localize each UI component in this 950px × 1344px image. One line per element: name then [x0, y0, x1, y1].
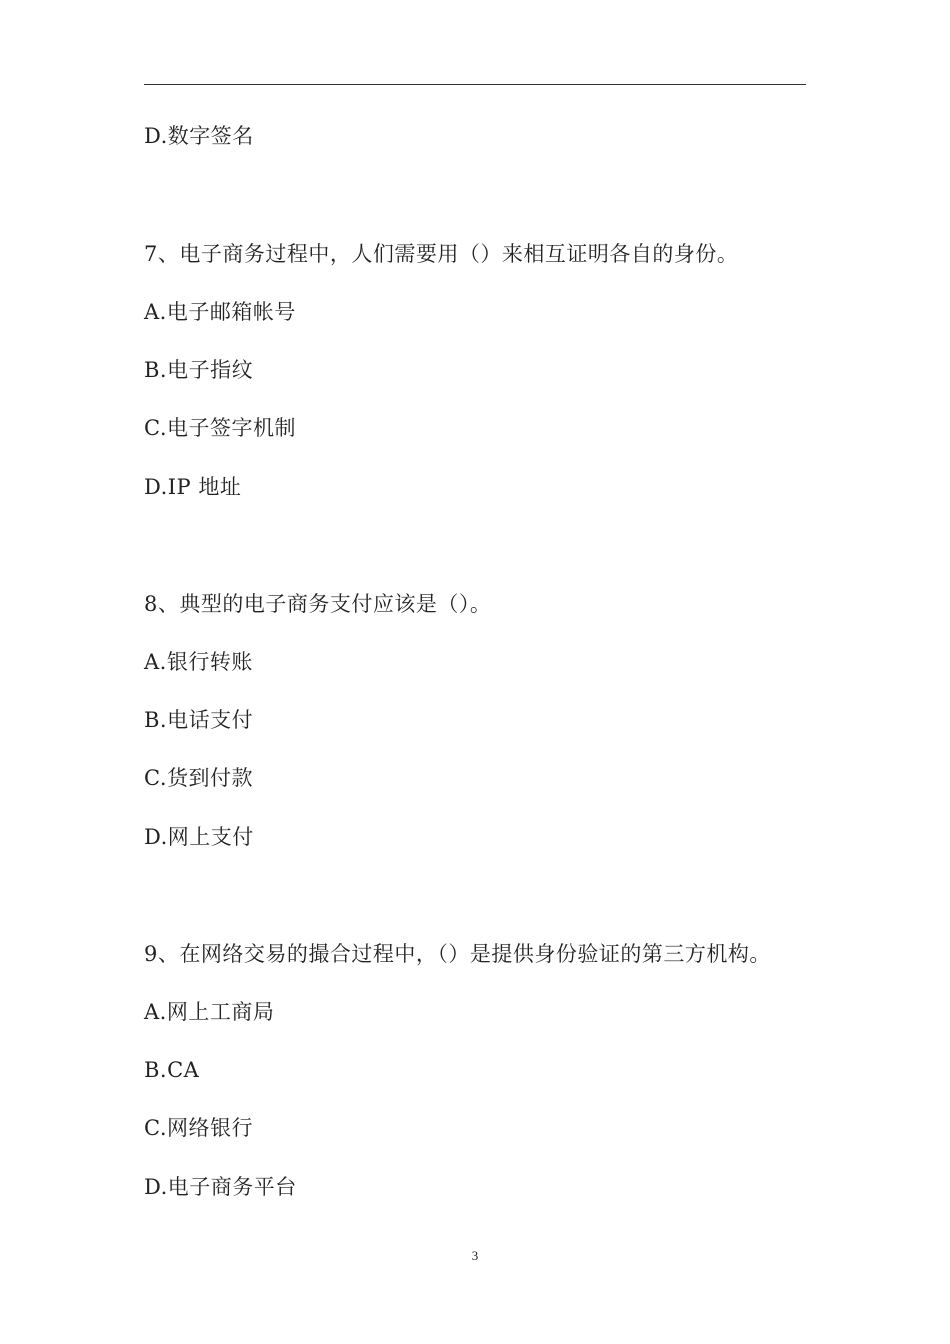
question-7-option-b: B.电子指纹	[144, 358, 254, 382]
question-6-option-d: D.数字签名	[144, 124, 254, 148]
question-7-text: 7、电子商务过程中，人们需要用（）来相互证明各自的身份。	[144, 242, 739, 266]
question-9-option-b: B.CA	[144, 1058, 200, 1082]
question-7-option-a: A.电子邮箱帐号	[144, 300, 296, 324]
question-7-option-d: D.IP 地址	[144, 475, 242, 499]
question-8-option-b: B.电话支付	[144, 708, 254, 732]
question-8-text: 8、典型的电子商务支付应该是（）。	[144, 592, 492, 616]
question-7-option-c: C.电子签字机制	[144, 416, 296, 440]
question-8-option-a: A.银行转账	[144, 650, 253, 674]
question-8-option-c: C.货到付款	[144, 766, 253, 790]
question-8-option-d: D.网上支付	[144, 825, 254, 849]
question-9-option-a: A.网上工商局	[144, 1000, 275, 1024]
page-number: 3	[471, 1248, 479, 1263]
question-9-option-c: C.网络银行	[144, 1116, 253, 1140]
question-9-option-d: D.电子商务平台	[144, 1175, 297, 1199]
question-9-text: 9、在网络交易的撮合过程中，（）是提供身份验证的第三方机构。	[144, 942, 771, 966]
header-rule	[144, 84, 806, 85]
